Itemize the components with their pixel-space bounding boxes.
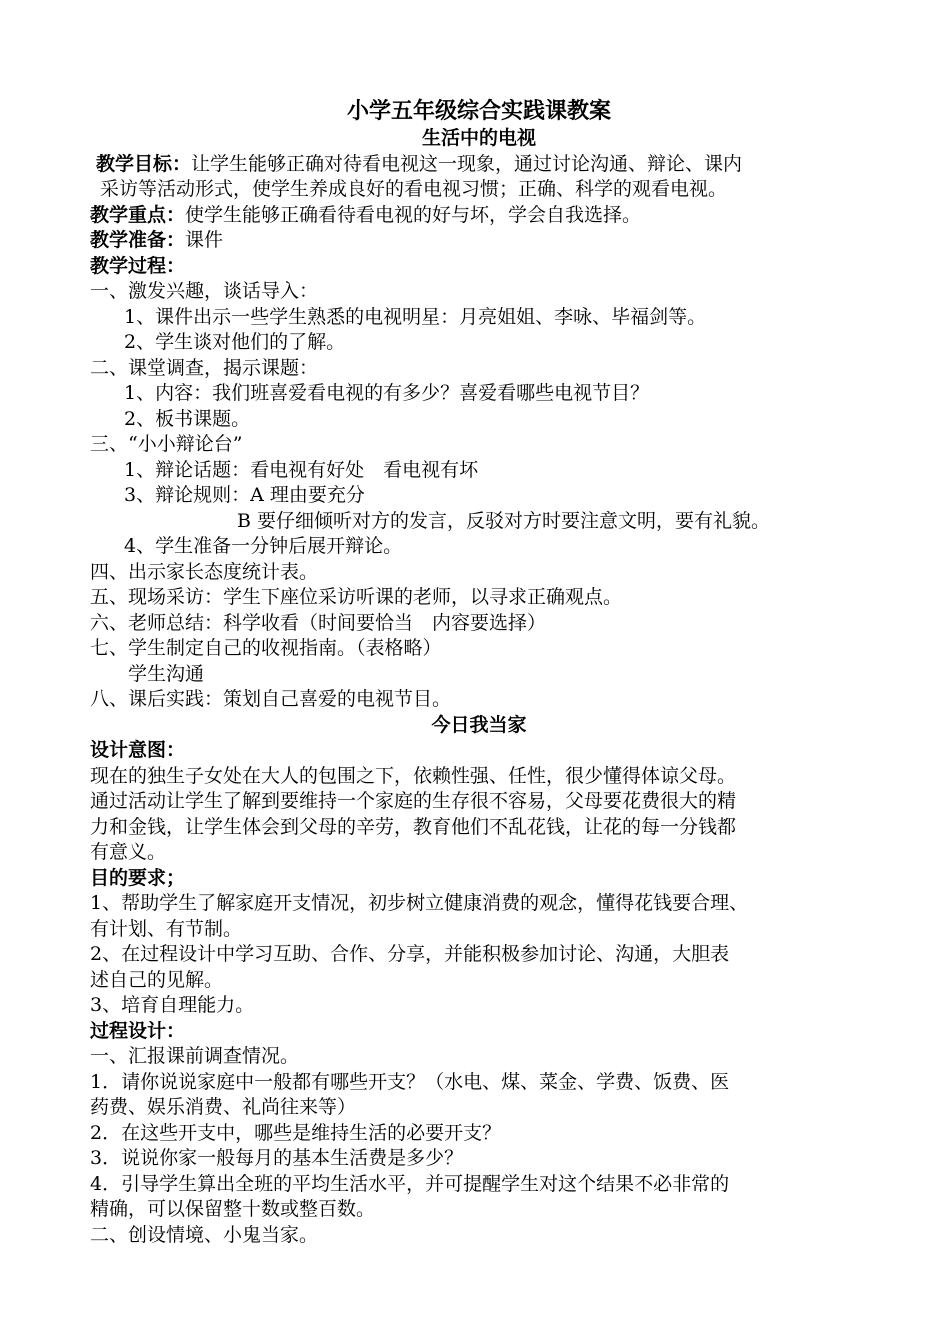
aim-line: 2、在过程设计中学习互助、合作、分享，并能积极参加讨论、沟通，大胆表 bbox=[90, 943, 730, 965]
prep-text: 课件 bbox=[185, 229, 224, 251]
goal-text-cont: 采访等活动形式，使学生养成良好的看电视习惯；正确、科学的观看电视。 bbox=[100, 178, 728, 200]
process-line: 一、汇报课前调查情况。 bbox=[90, 1045, 300, 1067]
process-line: 4．引导学生算出全班的平均生活水平，并可提醒学生对这个结果不必非常的 bbox=[90, 1172, 730, 1195]
aim-line: 有计划、有节制。 bbox=[90, 917, 243, 940]
step-line: 1、内容：我们班喜爱看电视的有多少？喜爱看哪些电视节目？ bbox=[124, 382, 650, 404]
goal-label: 教学目标： bbox=[96, 152, 192, 175]
step-line: 六、老师总结：科学收看（时间要恰当 内容要选择） bbox=[90, 611, 547, 634]
step-line: 2、学生谈对他们的了解。 bbox=[124, 331, 346, 353]
process-design-label: 过程设计： bbox=[90, 1019, 186, 1042]
design-line: 力和金钱，让学生体会到父母的辛劳，教育他们不乱花钱，让花的每一分钱都 bbox=[90, 815, 737, 838]
step-line: 七、学生制定自己的收视指南。（表格略） bbox=[90, 637, 442, 659]
step-line: 1、辩论话题：看电视有好处 看电视有坏 bbox=[124, 458, 479, 481]
step-line: 四、出示家长态度统计表。 bbox=[90, 560, 319, 583]
aim-line: 3、培育自理能力。 bbox=[90, 994, 255, 1016]
aim-line: 1、帮助学生了解家庭开支情况，初步树立健康消费的观念，懂得花钱要合理、 bbox=[90, 892, 749, 914]
process-heading bbox=[90, 254, 868, 280]
design-heading bbox=[90, 738, 868, 764]
step-line: 二、课堂调查，揭示课题： bbox=[90, 356, 319, 379]
design-line: 现在的独生子女处在大人的包围之下，依赖性强、任性，很少懂得体谅父母。 bbox=[90, 764, 737, 787]
focus-text: 使学生能够正确看待看电视的好与坏，学会自我选择。 bbox=[185, 203, 642, 226]
design-line: 有意义。 bbox=[90, 841, 167, 863]
step-line: 2、板书课题。 bbox=[124, 407, 251, 430]
process-line: 药费、娱乐消费、礼尚往来等） bbox=[90, 1096, 357, 1118]
process-line: 3．说说你家一般每月的基本生活费是多少？ bbox=[90, 1147, 464, 1169]
step-line: B 要仔细倾听对方的发言，反驳对方时要注意文明，要有礼貌。 bbox=[237, 509, 771, 532]
section-heading-tv: 生活中的电视 bbox=[421, 127, 536, 149]
step-line: 五、现场采访：学生下座位采访听课的老师，以寻求正确观点。 bbox=[90, 586, 623, 608]
aim-label: 目的要求； bbox=[90, 866, 186, 889]
process-design-heading bbox=[90, 1019, 868, 1045]
step-line: 1、课件出示一些学生熟悉的电视明星：月亮姐姐、李咏、毕福剑等。 bbox=[124, 305, 707, 328]
step-line: 三、“小小辩论台” bbox=[90, 433, 243, 455]
step-line: 学生沟通 bbox=[128, 662, 205, 685]
step-line: 3、辩论规则：A 理由要充分 bbox=[124, 484, 365, 506]
process-line: 精确，可以保留整十数或整百数。 bbox=[90, 1198, 376, 1220]
step-line: 4、学生准备一分钟后展开辩论。 bbox=[124, 535, 403, 557]
step-line: 八、课后实践：策划自己喜爱的电视节目。 bbox=[90, 688, 452, 710]
process-line: 1．请你说说家庭中一般都有哪些开支？（水电、煤、菜金、学费、饭费、医 bbox=[90, 1070, 730, 1093]
teaching-focus bbox=[90, 203, 868, 229]
step-line: 一、激发兴趣，谈话导入： bbox=[90, 280, 319, 302]
process-line: 2．在这些开支中，哪些是维持生活的必要开支？ bbox=[90, 1121, 502, 1144]
process-label: 教学过程： bbox=[90, 254, 186, 277]
document-title: 小学五年级综合实践课教案 bbox=[346, 98, 611, 124]
design-label: 设计意图： bbox=[90, 739, 186, 761]
aim-heading bbox=[90, 866, 868, 892]
prep-label: 教学准备： bbox=[90, 229, 186, 251]
design-line: 通过活动让学生了解到要维持一个家庭的生存很不容易，父母要花费很大的精 bbox=[90, 790, 737, 812]
focus-label: 教学重点： bbox=[90, 203, 186, 226]
aim-line: 述自己的见解。 bbox=[90, 968, 224, 991]
section-heading-home: 今日我当家 bbox=[431, 713, 527, 736]
teaching-prep bbox=[90, 228, 868, 254]
teaching-goal bbox=[90, 152, 868, 178]
process-line: 二、创设情境、小鬼当家。 bbox=[90, 1223, 319, 1246]
goal-text: 让学生能够正确对待看电视这一现象，通过讨论沟通、辩论、课内 bbox=[191, 152, 743, 175]
